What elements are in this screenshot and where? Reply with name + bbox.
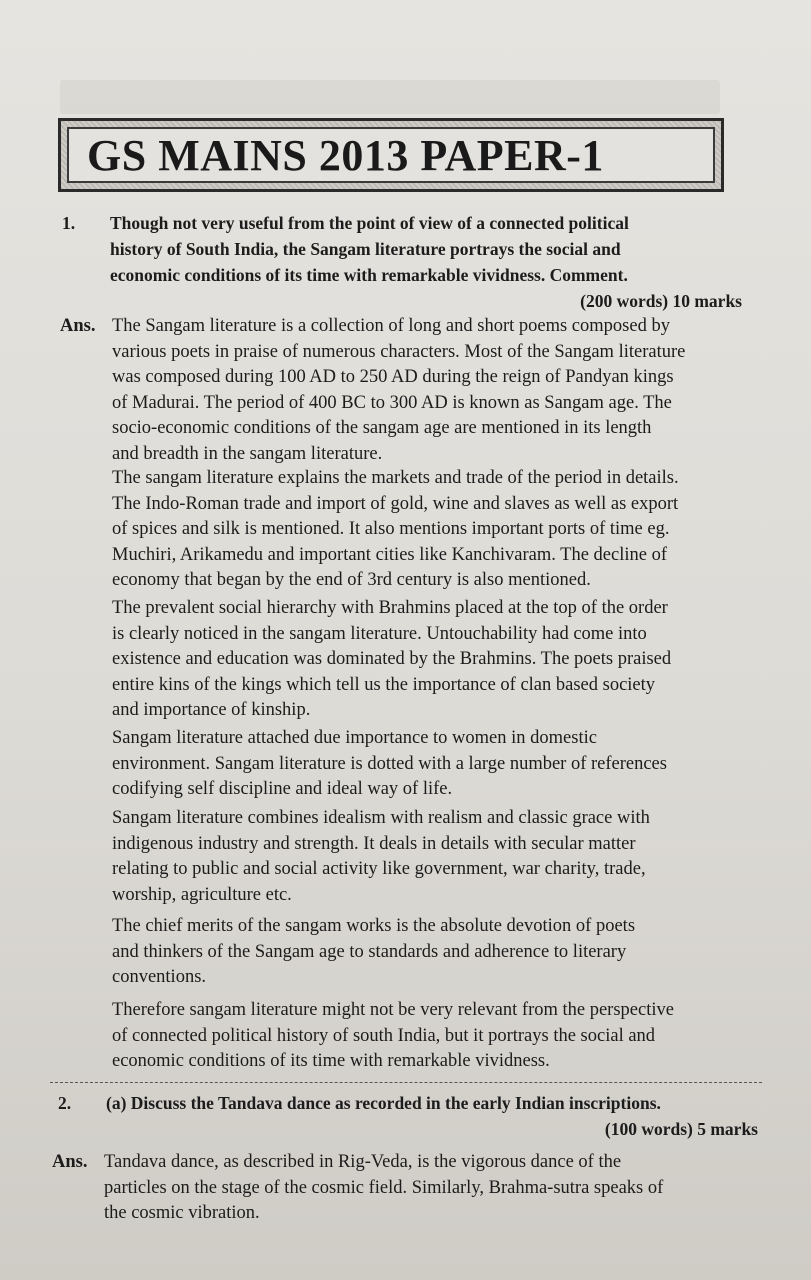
answer-2 — [52, 1150, 762, 1240]
question-number: 1. — [62, 213, 76, 233]
text-line: of connected political history of south India, but it portrays the social and — [112, 1025, 656, 1046]
question-1 — [62, 210, 742, 311]
text-line: conventions. — [112, 967, 207, 987]
text-line: existence and education was dominated by the Brahmins. The poets praised — [112, 649, 672, 669]
text-line: Tandava dance, as described in Rig-Veda, is the vigorous dance of the — [104, 1152, 622, 1172]
question-2 — [58, 1090, 758, 1146]
question-marks: (100 words) 5 marks — [604, 1119, 758, 1139]
text-line: and thinkers of the Sangam age to standards and adherence to literary — [112, 941, 627, 962]
answer-label: Ans. — [52, 1152, 88, 1172]
text-line: Muchiri, Arikamedu and important cities like Kanchivaram. The decline of — [112, 544, 667, 565]
bleed-through-band — [60, 80, 720, 114]
question-line: (a) Discuss the Tandava dance as recorded in the early Indian inscriptions. — [106, 1093, 661, 1113]
text-line: worship, agriculture etc. — [112, 884, 292, 905]
answer-paragraph — [112, 314, 746, 467]
text-line: economic conditions of its time with remarkable vividness. — [112, 1051, 550, 1071]
dashed-separator — [50, 1082, 762, 1083]
answer-paragraph — [112, 466, 746, 594]
text-line: The Indo-Roman trade and import of gold, wine and slaves as well as export — [112, 493, 679, 514]
answer-1 — [60, 314, 750, 1074]
answer-paragraph — [112, 806, 750, 908]
text-line: economy that began by the end of 3rd century is also mentioned. — [112, 570, 591, 590]
question-line: Though not very useful from the point of view of a connected political — [110, 213, 629, 233]
text-line: The sangam literature explains the markets and trade of the period in details. — [112, 468, 679, 488]
text-line: is clearly noticed in the sangam literature. Untouchability had come into — [112, 623, 647, 644]
text-line: of Madurai. The period of 400 BC to 300 AD is known as Sangam age. The — [112, 392, 672, 413]
title-frame — [58, 118, 724, 192]
question-number: 2. — [58, 1093, 72, 1113]
text-line: The prevalent social hierarchy with Brahmins placed at the top of the order — [112, 598, 668, 618]
page-title: GS MAINS 2013 PAPER-1 — [67, 127, 715, 183]
text-line: of spices and silk is mentioned. It also mentions important ports of time eg. — [112, 519, 670, 539]
text-line: The chief merits of the sangam works is the absolute devotion of poets — [112, 916, 636, 936]
text-line: The Sangam literature is a collection of long and short poems composed by — [112, 316, 670, 336]
text-line: was composed during 100 AD to 250 AD during the reign of Pandyan kings — [112, 367, 674, 387]
answer-paragraph — [112, 914, 752, 991]
text-line: relating to public and social activity like government, war charity, trade, — [112, 859, 646, 879]
text-line: the cosmic vibration. — [104, 1203, 260, 1223]
text-line: particles on the stage of the cosmic field. Similarly, Brahma-sutra speaks of — [104, 1177, 664, 1198]
text-line: Sangam literature attached due importance to women in domestic — [112, 728, 597, 748]
question-marks: (200 words) 10 marks — [580, 291, 742, 311]
text-line: socio-economic conditions of the sangam age are mentioned in its length — [112, 418, 652, 438]
question-text — [110, 210, 742, 314]
answer-label: Ans. — [60, 316, 96, 336]
text-line: and importance of kinship. — [112, 700, 311, 720]
text-line: entire kins of the kings which tell us the importance of clan based society — [112, 674, 656, 695]
text-line: codifying self discipline and ideal way of life. — [112, 779, 453, 799]
question-text — [106, 1090, 758, 1142]
text-line: Therefore sangam literature might not be very relevant from the perspective — [112, 1000, 674, 1020]
text-line: and breadth in the sangam literature. — [112, 443, 383, 464]
text-line: indigenous industry and strength. It deals in details with secular matter — [112, 833, 636, 854]
text-line: Sangam literature combines idealism with realism and classic grace with — [112, 808, 650, 828]
text-line: various poets in praise of numerous characters. Most of the Sangam literature — [112, 341, 686, 362]
question-line: history of South India, the Sangam literature portrays the social and — [110, 239, 621, 259]
answer-paragraph — [112, 596, 748, 724]
question-line: economic conditions of its time with remarkable vividness. Comment. — [110, 265, 628, 285]
answer-paragraph — [112, 998, 752, 1075]
text-line: environment. Sangam literature is dotted with a large number of references — [112, 753, 667, 774]
answer-paragraph — [104, 1150, 760, 1227]
answer-paragraph — [112, 726, 748, 803]
